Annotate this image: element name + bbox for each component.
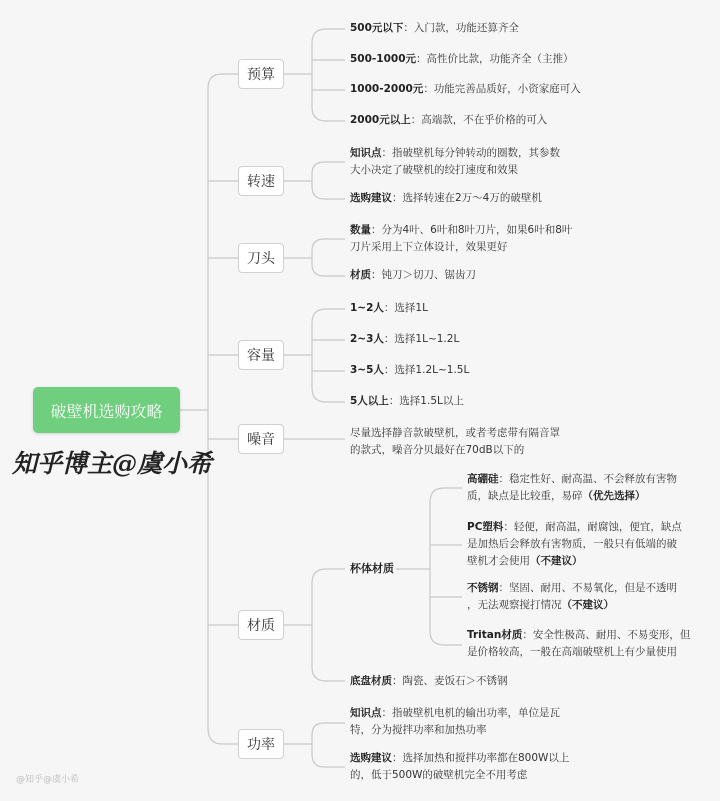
branch-material[interactable]: 材质 <box>238 610 284 640</box>
branch-budget[interactable]: 预算 <box>238 59 284 89</box>
sub-cup-material[interactable]: 杯体材质 <box>350 562 394 575</box>
branch-speed[interactable]: 转速 <box>238 166 284 196</box>
leaf-power-2[interactable]: 选购建议：选择加热和搅拌功率都在800W以上 的，低于500W的破壁机完全不用考虑 <box>350 752 570 781</box>
leaf-cup-3[interactable]: 不锈钢：坚固、耐用、不易氧化，但是不透明 ，无法观察搅打情况（不建议） <box>467 582 677 611</box>
leaf-budget-4[interactable]: 2000元以上：高端款，不在乎价格的可入 <box>350 114 548 126</box>
root-title: 破壁机选购攻略 <box>50 401 163 421</box>
leaf-capacity-3[interactable]: 3~5人：选择1.2L~1.5L <box>350 364 470 376</box>
leaf-speed-1[interactable]: 知识点：指破壁机每分钟转动的圈数，其参数 大小决定了破壁机的绞打速度和效果 <box>350 147 560 176</box>
leaf-speed-2[interactable]: 选购建议：选择转速在2万～4万的破壁机 <box>350 192 542 204</box>
leaf-blade-1[interactable]: 数量：分为4叶、6叶和8叶刀片，如果6叶和8叶 刀片采用上下立体设计，效果更好 <box>350 224 573 253</box>
leaf-budget-2[interactable]: 500-1000元：高性价比款，功能齐全（主推） <box>350 53 574 65</box>
watermark: @知乎@虞小希 <box>16 775 80 785</box>
leaf-cup-1[interactable]: 高硼硅：稳定性好、耐高温、不会释放有害物 质，缺点是比较重，易碎（优先选择） <box>467 473 677 502</box>
leaf-capacity-1[interactable]: 1~2人：选择1L <box>350 302 428 314</box>
leaf-capacity-2[interactable]: 2~3人：选择1L~1.2L <box>350 333 460 345</box>
leaf-capacity-4[interactable]: 5人以上：选择1.5L以上 <box>350 395 464 407</box>
leaf-power-1[interactable]: 知识点：指破壁机电机的输出功率，单位是瓦 特，分为搅拌功率和加热功率 <box>350 707 560 736</box>
root-node[interactable] <box>33 387 180 433</box>
leaf-cup-4[interactable]: Tritan材质：安全性极高、耐用、不易变形，但 是价格较高，一般在高端破壁机上有少量使用 <box>467 629 691 658</box>
leaf-noise-1[interactable]: 尽量选择静音款破壁机，或者考虑带有隔音罩 的款式，噪音分贝最好在70dB以下的 <box>350 427 560 456</box>
author-signature: 知乎博主@虞小希 <box>12 449 213 478</box>
branch-power[interactable]: 功率 <box>238 729 284 759</box>
trunk-line <box>208 74 238 744</box>
leaf-blade-2[interactable]: 材质：钝刀＞切刀、锯齿刀 <box>350 269 476 281</box>
branch-blade[interactable]: 刀头 <box>238 243 284 273</box>
leaf-cup-2[interactable]: PC塑料：轻便，耐高温，耐腐蚀，便宜，缺点 是加热后会释放有害物质，一般只有低端的破 壁机才会使用（不建议） <box>467 521 682 567</box>
leaf-budget-3[interactable]: 1000-2000元：功能完善品质好，小资家庭可入 <box>350 83 581 95</box>
branch-noise[interactable]: 噪音 <box>238 424 284 454</box>
branch-capacity[interactable]: 容量 <box>238 340 284 370</box>
leaf-budget-1[interactable]: 500元以下：入门款，功能还算齐全 <box>350 22 519 34</box>
leaf-base-material[interactable]: 底盘材质：陶瓷、麦饭石＞不锈钢 <box>350 675 508 687</box>
